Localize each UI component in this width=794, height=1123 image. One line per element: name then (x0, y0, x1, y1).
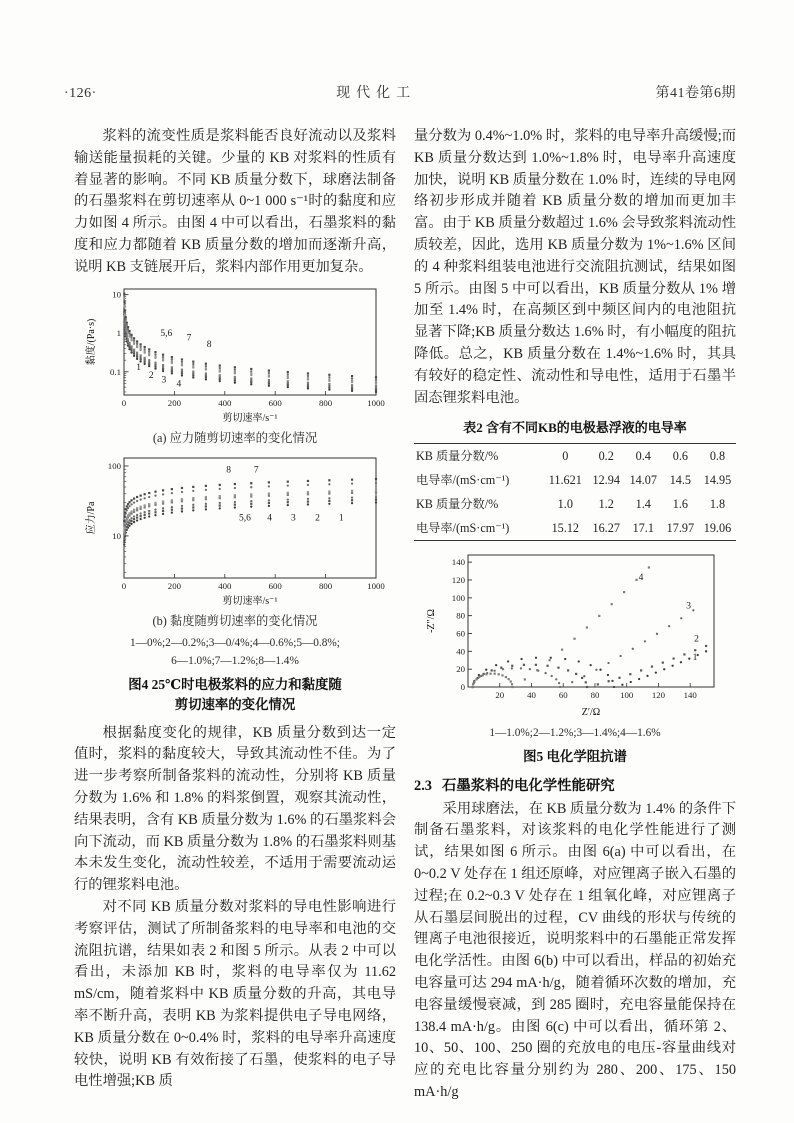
table-cell: 17.97 (666, 520, 695, 535)
table2-conductivity (414, 443, 736, 541)
svg-text:1000: 1000 (367, 580, 385, 591)
paragraph-rheology-intro: 浆料的流变性质是浆料能否良好流动以及浆料输送能量损耗的关键。少量的 KB 对浆料的性质有着显著的影响。不同 KB 质量分数下，球磨法制备的石墨浆料在剪切速率从 0~1 000 s⁻¹时的黏度和应力如图 4 所示。由图 4 中可以看出，石墨浆料的黏度和应力都随着 KB 质量分数的增加而逐渐升高，说明 KB 支链展开后，浆料内部作用更加复杂。 (74, 128, 396, 275)
svg-text:应力/Pa: 应力/Pa (86, 501, 97, 534)
fig5-impedance-chart (424, 547, 726, 723)
svg-text:20: 20 (456, 664, 465, 675)
svg-text:40: 40 (527, 690, 536, 701)
svg-text:600: 600 (268, 580, 282, 591)
table2-caption: 表2 含有不同KB的电极悬浮液的电导率 (463, 420, 687, 436)
svg-text:0: 0 (121, 580, 127, 591)
svg-text:400: 400 (218, 580, 232, 591)
table-cell: 电导率/(mS·cm⁻¹) (416, 472, 510, 487)
page-number: ·126· (64, 86, 97, 101)
svg-text:80: 80 (456, 610, 465, 621)
svg-text:8: 8 (206, 339, 212, 350)
table-cell: 0.6 (672, 448, 688, 463)
paragraph-conductivity-continued: 量分数为 0.4%~1.0% 时，浆料的电导率升高缓慢;而 KB 质量分数达到 1.0%~1.8% 时，电导率升高速度加快，说明 KB 质量分数在 1.0% 时，连续的导电网络初步形成并随着 KB 质量分数的增加而更加丰富。由于 KB 质量分数超过 1.6% 会导致浆料流动性质较差，因此，选用 KB 质量分数为 1%~1.6% 区间的 4 种浆料组装电池进行交流阻抗测试，结果如图 5 所示。由图 5 中可以看出，KB 质量分数从 1% 增加至 1.4% 时，在高频区到中频区间内的电池阻抗显著下降;KB 质量分数达 1.6% 时，有小幅度的阻抗降低。总之，KB 质量分数在 1.4%~1.6% 时，其具有较好的稳定性、流动性和导电性，适用于石墨半固态锂浆料电池。 (414, 128, 736, 406)
fig5-legend: 1—1.0%;2—1.2%;3—1.4%;4—1.6% (489, 727, 661, 740)
svg-text:黏度/(Pa·s): 黏度/(Pa·s) (86, 318, 97, 365)
svg-text:5,6: 5,6 (239, 513, 251, 524)
svg-text:Z′/Ω: Z′/Ω (581, 707, 601, 719)
section-heading-2-3 (414, 775, 736, 797)
svg-text:2: 2 (148, 370, 154, 381)
table-row (414, 492, 736, 516)
svg-text:-Z″/Ω: -Z″/Ω (426, 609, 437, 634)
svg-text:140: 140 (683, 690, 697, 701)
table-cell: 电导率/(mS·cm⁻¹) (416, 520, 510, 535)
paragraph-flowability: 根据黏度变化的规律，KB 质量分数到达一定值时，浆料的黏度较大，导致其流动性不佳。为了进一步考察所制备浆料的流动性，分别将 KB 质量分数为 1.6% 和 1.8% 的料浆倒置，观察其流动性，结果表明，含有 KB 质量分数为 1.6% 的石墨浆料会向下流动，而 KB 质量分数为 1.8% 的石墨浆料则基本未发生变化，流动性较差，不适用于需要流动运行的锂浆料电池。 (74, 724, 396, 894)
svg-text:200: 200 (167, 397, 182, 408)
svg-text:800: 800 (318, 397, 333, 408)
svg-text:140: 140 (451, 557, 465, 568)
svg-text:60: 60 (558, 690, 568, 701)
svg-text:1: 1 (136, 362, 141, 373)
svg-text:20: 20 (495, 690, 505, 701)
svg-text:200: 200 (167, 580, 182, 591)
table-cell: 0.8 (709, 448, 726, 463)
svg-text:3: 3 (161, 374, 167, 385)
issue-info: 第41卷第6期 (655, 86, 736, 101)
svg-text:7: 7 (253, 465, 259, 476)
fig4-legend-line2: 6—1.0%;7—1.2%;8—1.4% (171, 655, 299, 668)
svg-text:100: 100 (107, 460, 121, 471)
fig4-caption (74, 675, 396, 715)
fig4-caption-line2: 剪切速率的变化情况 (174, 696, 296, 712)
section-title: 石墨浆料的电化学性能研究 (442, 777, 615, 794)
page-header (64, 82, 736, 102)
table-row (414, 468, 736, 492)
table-cell: 12.94 (592, 472, 620, 487)
paragraph-conductivity: 对不同 KB 质量分数对浆料的导电性影响进行考察评估，测试了所制备浆料的电导率和电池的交流阻抗谱，结果如表 2 和图 5 所示。从表 2 中可以看出，未添加 KB 时，浆料的电导率仅为 11.62 mS/cm，随着浆料中 KB 质量分数的升高，其电导率不断升高，表明 KB 为浆料提供电子导电网络，KB 质量分数在 0~0.4% 时，浆料的电导率升高速度较快，说明 KB 有效衔接了石墨，使浆料的电子导电性增强;KB 质 (74, 898, 396, 1090)
svg-text:400: 400 (218, 397, 232, 408)
table-cell: KB 质量分数/% (416, 448, 499, 463)
svg-text:8: 8 (226, 465, 231, 476)
svg-text:800: 800 (318, 580, 333, 591)
table-row (414, 444, 736, 469)
table-cell: 0 (562, 448, 569, 463)
table-cell: 14.07 (629, 472, 657, 487)
svg-text:1000: 1000 (367, 397, 385, 408)
table-cell: 1.8 (709, 496, 726, 511)
svg-text:0.1: 0.1 (110, 366, 121, 377)
paragraph-electrochemical: 采用球磨法，在 KB 质量分数为 1.4% 的条件下制备石墨浆料，对该浆料的电化学性能进行了测试，结果如图 6 所示。由图 6(a) 中可以看出，在 0~0.2 V 处存在 1 组还原峰，对应锂离子嵌入石墨的过程;在 0.2~0.3 V 处存在 1 组氧化峰，对应锂离子从石墨层间脱出的过程，CV 曲线的形状与传统的锂离子电池很接近，说明浆料中的石墨能正常发挥电化学活性。由图 6(b) 中可以看出，样品的初始充电容量可达 294 mA·h/g，随着循环次数的增加，充电容量缓慢衰减，到 285 圈时，充电容量能保持在 138.4 mA·h/g。由图 6(c) 中可以看出，循环第 2、10、50、100、250 圈的充放电的电压-容量曲线对应的充电比容量分别约为 280、200、175、150 mA·h/g (414, 800, 736, 1101)
figure-5 (414, 547, 736, 767)
svg-text:2: 2 (315, 513, 320, 524)
svg-text:40: 40 (456, 646, 465, 657)
svg-text:120: 120 (451, 575, 465, 586)
right-column (414, 126, 736, 1104)
svg-text:100: 100 (620, 690, 634, 701)
fig4a-viscosity-chart (84, 283, 386, 429)
svg-text:4: 4 (176, 379, 182, 390)
svg-text:4: 4 (638, 573, 644, 584)
svg-text:剪切速率/s⁻¹: 剪切速率/s⁻¹ (222, 595, 278, 607)
fig5-caption: 图5 电化学阻抗谱 (523, 748, 627, 764)
table-cell: 1.4 (635, 496, 651, 511)
figure-4 (74, 283, 396, 715)
table-row (414, 516, 736, 541)
table-cell: 14.95 (703, 472, 732, 487)
svg-text:1: 1 (692, 653, 698, 664)
svg-text:100: 100 (451, 592, 465, 603)
svg-text:80: 80 (590, 690, 600, 701)
svg-text:1: 1 (116, 327, 121, 338)
table-cell: KB 质量分数/% (416, 496, 499, 511)
table-cell: 1.6 (672, 496, 688, 511)
svg-text:0: 0 (121, 397, 127, 408)
journal-title: 现代化工 (336, 86, 417, 101)
left-column (74, 126, 396, 1093)
fig4a-subcaption: (a) 应力随剪切速率的变化情况 (152, 430, 318, 445)
svg-text:10: 10 (112, 530, 121, 541)
svg-text:5,6: 5,6 (160, 328, 173, 339)
svg-text:600: 600 (268, 397, 282, 408)
fig4b-subcaption: (b) 黏度随剪切速率的变化情况 (152, 613, 318, 628)
table-cell: 14.5 (669, 472, 692, 487)
svg-text:7: 7 (186, 333, 192, 344)
svg-text:3: 3 (290, 513, 296, 524)
svg-text:3: 3 (686, 601, 691, 612)
svg-text:剪切速率/s⁻¹: 剪切速率/s⁻¹ (222, 412, 278, 424)
table-cell: 11.621 (548, 472, 582, 487)
table-cell: 16.27 (592, 520, 620, 535)
table-cell: 19.06 (703, 520, 732, 535)
svg-text:4: 4 (267, 513, 273, 524)
table-cell: 17.1 (632, 520, 654, 535)
svg-text:1: 1 (338, 513, 344, 524)
section-number: 2.3 (414, 777, 432, 794)
svg-text:2: 2 (694, 634, 699, 645)
table-cell: 1.0 (557, 496, 573, 511)
fig4-caption-line1: 图4 25℃时电极浆料的应力和黏度随 (128, 676, 342, 692)
table-cell: 15.12 (551, 520, 579, 535)
table-cell: 0.4 (635, 448, 651, 463)
table-cell: 1.2 (598, 496, 614, 511)
fig4b-stress-chart (84, 452, 386, 612)
svg-text:10: 10 (112, 289, 121, 300)
svg-text:60: 60 (456, 628, 465, 639)
svg-text:120: 120 (651, 690, 666, 701)
table-cell: 0.2 (598, 448, 614, 463)
svg-text:0: 0 (460, 682, 465, 693)
fig4-legend-line1: 1—0%;2—0.2%;3—0/4%;4—0.6%;5—0.8%; (130, 636, 340, 649)
